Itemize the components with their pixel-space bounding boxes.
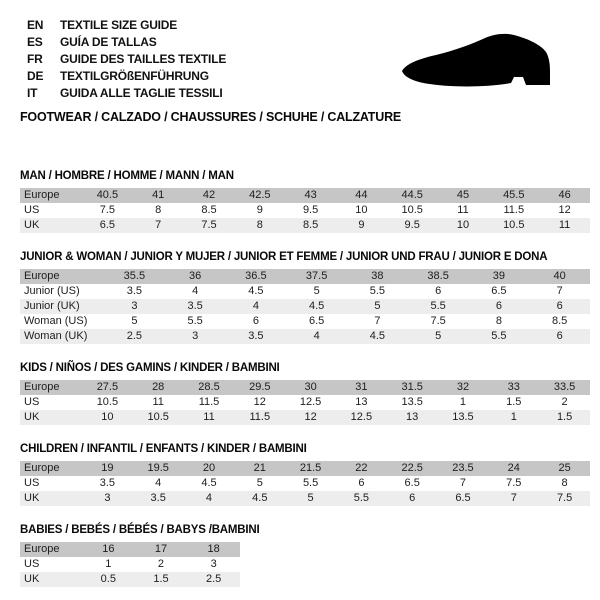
language-label: GUIDE DES TAILLES TEXTILE bbox=[60, 51, 227, 66]
row-label: UK bbox=[24, 492, 40, 504]
size-cell: 22.5 bbox=[401, 462, 423, 474]
size-cell: 27.5 bbox=[96, 381, 119, 393]
size-cell: 11 bbox=[152, 396, 164, 408]
size-cell: 6 bbox=[409, 492, 416, 504]
size-cell: 4.5 bbox=[369, 330, 386, 342]
size-cell: 3.5 bbox=[99, 477, 116, 489]
size-cell: 12.5 bbox=[299, 396, 322, 408]
size-cell: 10.5 bbox=[96, 396, 119, 408]
row-label: Junior (UK) bbox=[24, 300, 80, 312]
size-cell: 6.5 bbox=[308, 315, 325, 327]
size-tables bbox=[20, 170, 590, 587]
table-row bbox=[20, 395, 590, 410]
size-cell: 5.5 bbox=[353, 492, 370, 504]
row-label: UK bbox=[24, 219, 40, 231]
size-cell: 3.5 bbox=[187, 300, 203, 312]
size-cell: 41 bbox=[152, 189, 165, 201]
size-cell: 4.5 bbox=[201, 477, 217, 489]
size-cell: 44 bbox=[355, 189, 368, 201]
size-cell: 6.5 bbox=[455, 492, 471, 504]
size-cell: 4.5 bbox=[248, 285, 264, 297]
size-cell: 8 bbox=[561, 477, 568, 489]
size-cell: 1.5 bbox=[153, 573, 169, 585]
size-cell: 5.5 bbox=[491, 330, 507, 342]
size-cell: 1 bbox=[105, 558, 112, 570]
row-label: Europe bbox=[24, 462, 60, 474]
table-row bbox=[20, 299, 590, 314]
size-cell: 8 bbox=[256, 219, 263, 231]
size-cell: 7 bbox=[155, 219, 162, 231]
size-cell: 6 bbox=[556, 300, 563, 312]
size-cell: 31.5 bbox=[401, 381, 423, 393]
size-cell: 8.5 bbox=[551, 315, 568, 327]
size-cell: 8.5 bbox=[302, 219, 319, 231]
size-cell: 11 bbox=[558, 219, 571, 231]
table-row bbox=[20, 218, 590, 233]
size-cell: 5.5 bbox=[369, 285, 386, 297]
size-cell: 0.5 bbox=[100, 573, 116, 585]
row-label: Europe bbox=[24, 270, 60, 282]
size-cell: 45 bbox=[456, 189, 470, 201]
size-table-section bbox=[20, 362, 590, 425]
size-cell: 7.5 bbox=[201, 219, 217, 231]
table-title: BABIES / BEBÉS / BÉBÉS / BABYS /BAMBINI bbox=[20, 524, 260, 536]
size-cell: 18 bbox=[207, 543, 220, 555]
size-cell: 28.5 bbox=[198, 381, 220, 393]
size-cell: 36 bbox=[189, 270, 202, 282]
size-table bbox=[20, 542, 240, 587]
size-cell: 36.5 bbox=[245, 270, 267, 282]
table-row bbox=[20, 380, 590, 395]
row-label: Junior (US) bbox=[24, 285, 80, 297]
size-cell: 3.5 bbox=[150, 492, 166, 504]
table-title: KIDS / NIÑOS / DES GAMINS / KINDER / BAMBINI bbox=[20, 362, 280, 374]
table-row bbox=[20, 269, 590, 284]
size-cell: 13.5 bbox=[401, 396, 423, 408]
size-cell: 5 bbox=[313, 285, 320, 297]
size-cell: 19 bbox=[101, 462, 114, 474]
table-row bbox=[20, 491, 590, 506]
language-label: TEXTILE SIZE GUIDE bbox=[60, 17, 178, 32]
size-cell: 4.5 bbox=[308, 300, 325, 312]
size-cell: 9 bbox=[358, 219, 365, 231]
size-cell: 35.5 bbox=[123, 270, 146, 282]
size-cell: 38.5 bbox=[427, 270, 449, 282]
size-cell: 7 bbox=[374, 315, 381, 327]
size-cell: 7.5 bbox=[430, 315, 446, 327]
size-cell: 10.5 bbox=[147, 411, 169, 423]
size-cell: 13 bbox=[355, 396, 368, 408]
size-cell: 10.5 bbox=[401, 204, 423, 216]
language-code: ES bbox=[27, 34, 43, 49]
size-cell: 6.5 bbox=[99, 219, 116, 231]
size-cell: 40 bbox=[553, 270, 566, 282]
row-label: UK bbox=[24, 411, 40, 423]
size-cell: 2.5 bbox=[206, 573, 222, 585]
table-row bbox=[20, 329, 590, 344]
language-label: GUÍA DE TALLAS bbox=[60, 34, 157, 49]
table-row bbox=[20, 314, 590, 329]
table-row bbox=[20, 284, 590, 299]
size-table-section bbox=[20, 524, 590, 587]
size-cell: 5 bbox=[307, 492, 314, 504]
table-row bbox=[20, 542, 240, 557]
size-cell: 2.5 bbox=[126, 330, 143, 342]
size-cell: 40.5 bbox=[96, 189, 119, 201]
size-cell: 2 bbox=[157, 558, 165, 570]
row-label: Woman (US) bbox=[24, 315, 88, 327]
size-cell: 8.5 bbox=[201, 204, 217, 216]
size-cell: 6 bbox=[556, 330, 563, 342]
size-cell: 3 bbox=[192, 330, 199, 342]
size-cell: 4.5 bbox=[252, 492, 268, 504]
size-cell: 2 bbox=[561, 396, 568, 408]
size-cell: 5 bbox=[435, 330, 442, 342]
size-cell: 12 bbox=[304, 411, 317, 423]
size-cell: 11.5 bbox=[249, 411, 271, 423]
size-cell: 38 bbox=[371, 270, 384, 282]
size-cell: 37.5 bbox=[305, 270, 328, 282]
size-cell: 8 bbox=[155, 204, 162, 216]
row-label: US bbox=[24, 558, 40, 570]
size-cell: 42 bbox=[202, 189, 216, 201]
size-cell: 31 bbox=[355, 381, 368, 393]
table-row bbox=[20, 410, 590, 425]
size-cell: 6 bbox=[252, 315, 259, 327]
size-cell: 10 bbox=[456, 219, 470, 231]
size-table bbox=[20, 188, 590, 233]
dress-shoe-icon bbox=[398, 33, 575, 91]
size-cell: 3.5 bbox=[248, 330, 264, 342]
table-row bbox=[20, 203, 590, 218]
size-cell: 7 bbox=[556, 285, 563, 297]
size-cell: 5.5 bbox=[430, 300, 446, 312]
row-label: Woman (UK) bbox=[24, 330, 88, 342]
language-code: EN bbox=[27, 17, 44, 32]
size-cell: 3.5 bbox=[126, 285, 143, 297]
size-cell: 7.5 bbox=[556, 492, 573, 504]
size-cell: 21.5 bbox=[299, 462, 322, 474]
size-cell: 4 bbox=[155, 477, 162, 489]
size-cell: 7 bbox=[510, 492, 517, 504]
size-table-section bbox=[20, 443, 590, 506]
size-cell: 20 bbox=[202, 462, 216, 474]
size-cell: 7.5 bbox=[506, 477, 522, 489]
size-cell: 21 bbox=[253, 462, 266, 474]
size-cell: 11 bbox=[203, 411, 215, 423]
size-cell: 12.5 bbox=[350, 411, 373, 423]
size-cell: 42.5 bbox=[249, 189, 271, 201]
size-table bbox=[20, 269, 590, 344]
size-cell: 30 bbox=[304, 381, 317, 393]
size-cell: 5.5 bbox=[187, 315, 203, 327]
size-cell: 9.5 bbox=[302, 204, 319, 216]
row-label: Europe bbox=[24, 543, 60, 555]
size-cell: 6.5 bbox=[404, 477, 420, 489]
size-cell: 24 bbox=[507, 462, 520, 474]
table-title: JUNIOR & WOMAN / JUNIOR Y MUJER / JUNIOR ET FEMME / JUNIOR UND FRAU / JUNIOR E DONA bbox=[20, 251, 548, 263]
size-cell: 6 bbox=[358, 477, 365, 489]
size-cell: 32 bbox=[456, 381, 470, 393]
language-code: FR bbox=[27, 51, 43, 66]
size-cell: 6 bbox=[435, 285, 442, 297]
language-code: DE bbox=[27, 68, 44, 83]
size-cell: 17 bbox=[154, 543, 168, 555]
size-cell: 4 bbox=[252, 300, 259, 312]
size-cell: 10 bbox=[355, 204, 368, 216]
size-cell: 6.5 bbox=[491, 285, 507, 297]
size-cell: 10 bbox=[101, 411, 114, 423]
row-label: Europe bbox=[24, 381, 60, 393]
size-cell: 7.5 bbox=[99, 204, 116, 216]
size-cell: 9 bbox=[256, 204, 263, 216]
table-title: CHILDREN / INFANTIL / ENFANTS / KINDER / BAMBINI bbox=[20, 443, 307, 455]
size-cell: 8 bbox=[495, 315, 502, 327]
size-cell: 33 bbox=[507, 381, 520, 393]
size-cell: 33.5 bbox=[553, 381, 576, 393]
size-cell: 7 bbox=[459, 477, 467, 489]
size-cell: 4 bbox=[205, 492, 213, 504]
table-row bbox=[20, 572, 240, 587]
row-label: US bbox=[24, 204, 40, 216]
table-row bbox=[20, 557, 240, 572]
size-cell: 3 bbox=[131, 300, 138, 312]
size-cell: 4 bbox=[192, 285, 199, 297]
size-table bbox=[20, 380, 590, 425]
size-cell: 6 bbox=[495, 300, 502, 312]
size-cell: 13.5 bbox=[452, 411, 474, 423]
size-cell: 1.5 bbox=[556, 411, 573, 423]
size-cell: 13 bbox=[406, 411, 419, 423]
size-table-section bbox=[20, 170, 590, 233]
size-cell: 10.5 bbox=[503, 219, 525, 231]
size-cell: 1.5 bbox=[506, 396, 522, 408]
size-cell: 45.5 bbox=[503, 189, 525, 201]
size-cell: 5 bbox=[256, 477, 263, 489]
category-title: FOOTWEAR / CALZADO / CHAUSSURES / SCHUHE / CALZATURE bbox=[20, 110, 402, 124]
row-label: Europe bbox=[24, 189, 60, 201]
row-label: US bbox=[24, 477, 40, 489]
size-cell: 5.5 bbox=[302, 477, 319, 489]
size-cell: 29.5 bbox=[249, 381, 271, 393]
size-table-section bbox=[20, 251, 590, 344]
size-cell: 25 bbox=[558, 462, 571, 474]
size-cell: 3 bbox=[210, 558, 217, 570]
size-cell: 22 bbox=[355, 462, 368, 474]
size-cell: 1 bbox=[510, 411, 517, 423]
size-cell: 5 bbox=[131, 315, 138, 327]
size-cell: 28 bbox=[152, 381, 165, 393]
row-label: US bbox=[24, 396, 40, 408]
language-row-en bbox=[27, 16, 590, 33]
table-row bbox=[20, 461, 590, 476]
size-cell: 11.5 bbox=[503, 204, 525, 216]
size-cell: 39 bbox=[492, 270, 505, 282]
size-cell: 44.5 bbox=[401, 189, 423, 201]
size-table bbox=[20, 461, 590, 506]
size-cell: 3 bbox=[104, 492, 111, 504]
size-cell: 19.5 bbox=[147, 462, 169, 474]
size-cell: 11.5 bbox=[198, 396, 220, 408]
size-cell: 9.5 bbox=[404, 219, 420, 231]
table-row bbox=[20, 476, 590, 491]
size-cell: 16 bbox=[102, 543, 115, 555]
size-cell: 4 bbox=[313, 330, 320, 342]
size-cell: 1 bbox=[459, 396, 467, 408]
size-cell: 12 bbox=[558, 204, 571, 216]
size-cell: 5 bbox=[374, 300, 381, 312]
table-title: MAN / HOMBRE / HOMME / MANN / MAN bbox=[20, 170, 234, 182]
size-cell: 11 bbox=[457, 204, 469, 216]
size-cell: 23.5 bbox=[452, 462, 474, 474]
size-cell: 12 bbox=[253, 396, 266, 408]
language-code: IT bbox=[27, 85, 38, 100]
row-label: UK bbox=[24, 573, 40, 585]
size-cell: 43 bbox=[304, 189, 317, 201]
size-cell: 46 bbox=[558, 189, 571, 201]
table-row bbox=[20, 188, 590, 203]
language-label: TEXTILGRÖßENFÜHRUNG bbox=[60, 68, 209, 83]
language-label: GUIDA ALLE TAGLIE TESSILI bbox=[60, 85, 223, 100]
